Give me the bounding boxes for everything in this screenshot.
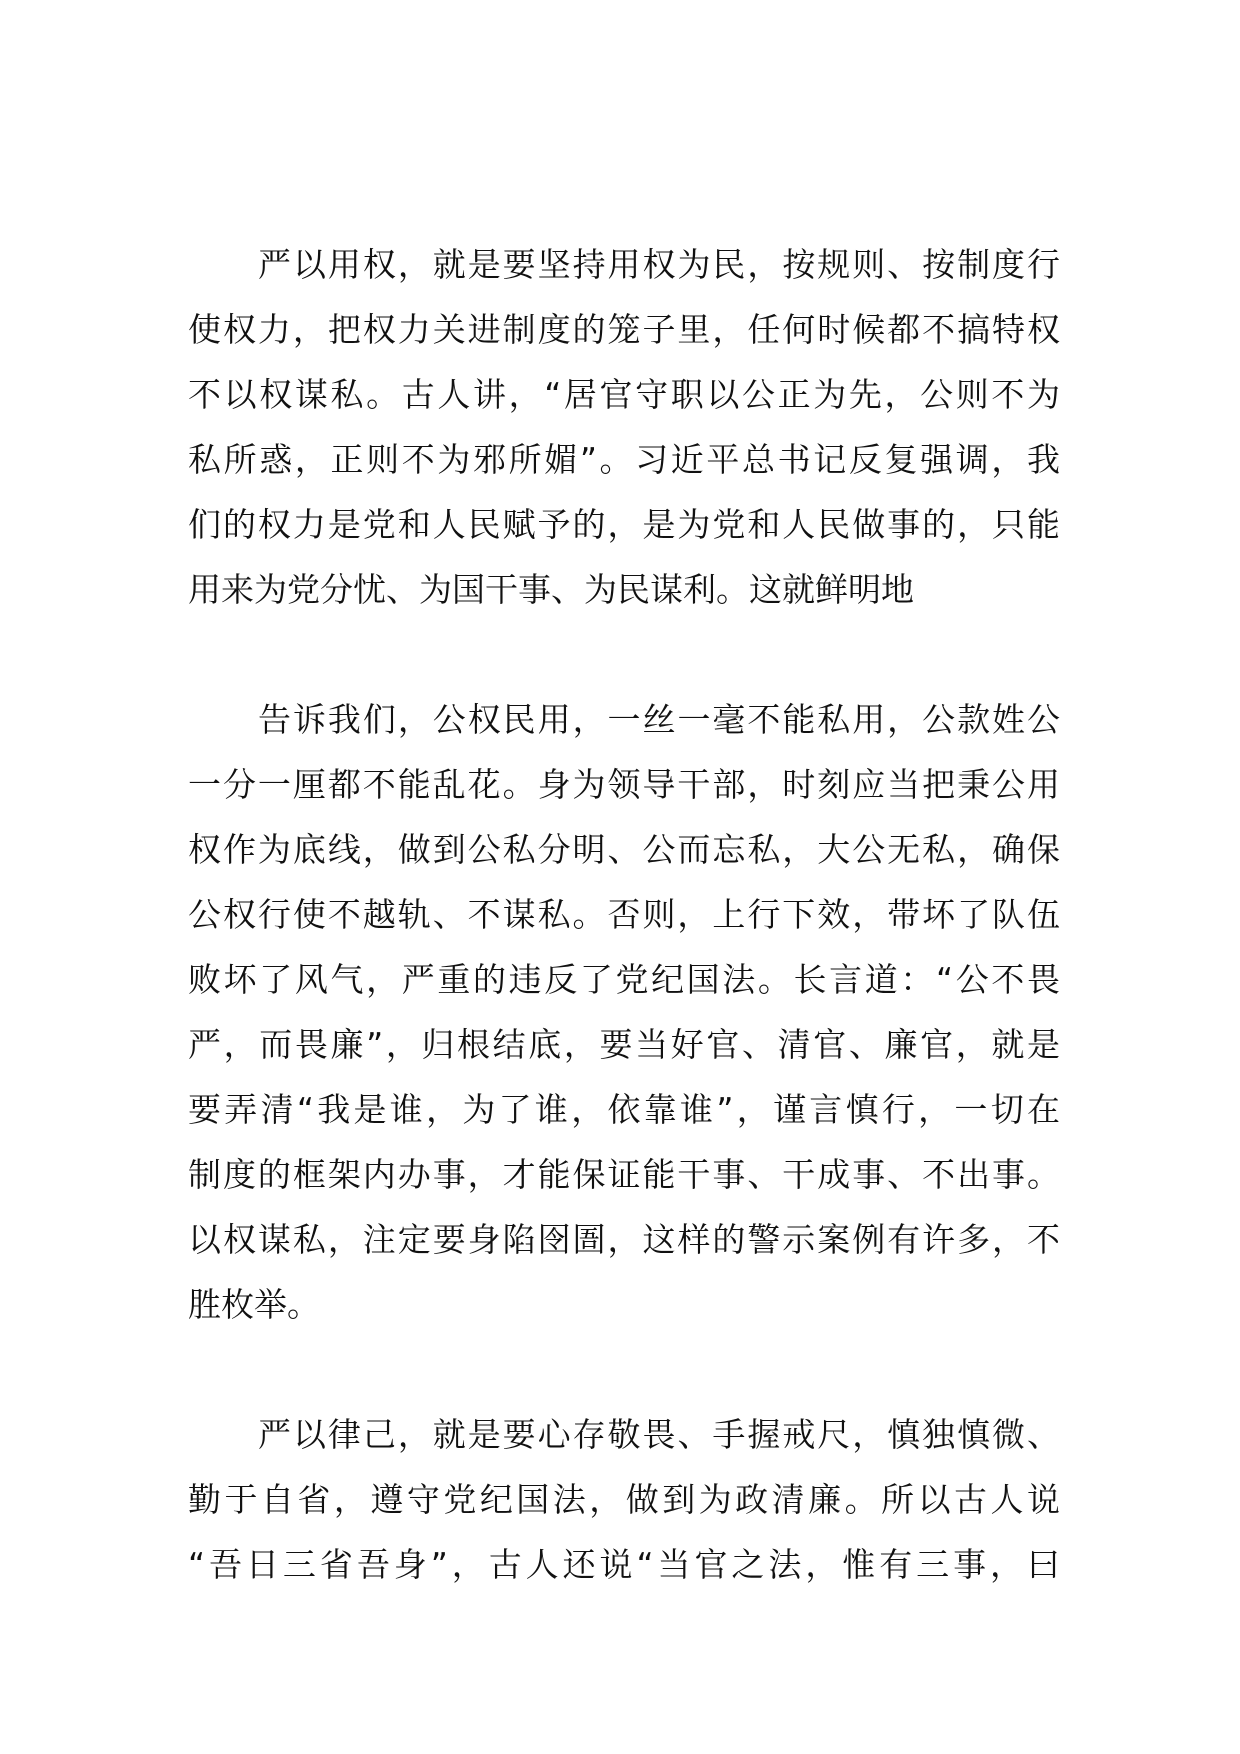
paragraph-1	[188, 232, 1060, 622]
paragraph-line: 私所惑，正则不为邪所媚”。习近平总书记反复强调，我	[188, 440, 1060, 479]
paragraph-line: 使权力，把权力关进制度的笼子里，任何时候都不搞特权	[188, 310, 1060, 349]
paragraph-line: 告诉我们，公权民用，一丝一毫不能私用，公款姓公	[258, 700, 1060, 739]
paragraph-line: 勤于自省，遵守党纪国法，做到为政清廉。所以古人说	[188, 1480, 1060, 1519]
paragraph-line: 败坏了风气，严重的违反了党纪国法。长言道：“公不畏	[188, 960, 1060, 999]
paragraph-line: 严以用权，就是要坚持用权为民，按规则、按制度行	[258, 245, 1060, 284]
paragraph-line: 胜枚举。	[188, 1285, 320, 1324]
paragraph-3	[188, 1402, 1060, 1597]
paragraph-line: 以权谋私，注定要身陷囹圄，这样的警示案例有许多，不	[188, 1220, 1060, 1259]
paragraph-line: 严以律己，就是要心存敬畏、手握戒尺，慎独慎微、	[258, 1415, 1060, 1454]
document-body	[188, 232, 1060, 1597]
paragraph-line: 用来为党分忧、为国干事、为民谋利。这就鲜明地	[188, 570, 914, 609]
paragraph-line: 们的权力是党和人民赋予的，是为党和人民做事的，只能	[188, 505, 1060, 544]
paragraph-line: “吾日三省吾身”，古人还说“当官之法，惟有三事，曰	[188, 1545, 1060, 1584]
paragraph-line: 制度的框架内办事，才能保证能干事、干成事、不出事。	[188, 1155, 1060, 1194]
paragraph-line: 要弄清“我是谁，为了谁，依靠谁”，谨言慎行，一切在	[188, 1090, 1060, 1129]
paragraph-line: 不以权谋私。古人讲，“居官守职以公正为先，公则不为	[188, 375, 1060, 414]
paragraph-line: 权作为底线，做到公私分明、公而忘私，大公无私，确保	[188, 830, 1060, 869]
paragraph-line: 公权行使不越轨、不谋私。否则，上行下效，带坏了队伍	[188, 895, 1060, 934]
paragraph-line: 一分一厘都不能乱花。身为领导干部，时刻应当把秉公用	[188, 765, 1060, 804]
paragraph-2	[188, 687, 1060, 1337]
paragraph-line: 严，而畏廉”，归根结底，要当好官、清官、廉官，就是	[188, 1025, 1060, 1064]
